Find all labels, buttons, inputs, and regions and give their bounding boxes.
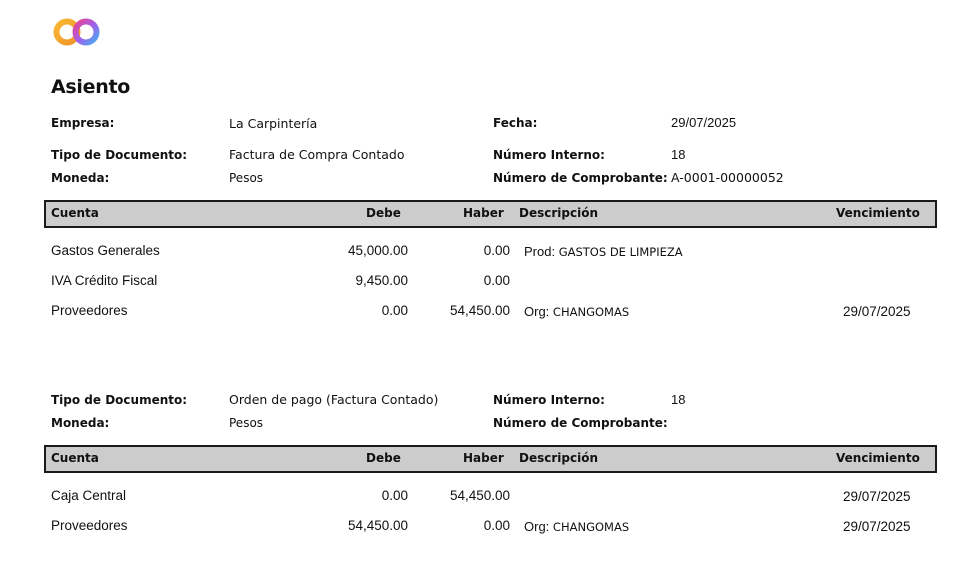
row-debe: 54,450.00 xyxy=(347,518,408,533)
empresa-value: La Carpintería xyxy=(229,116,318,131)
doc1-moneda-label: Moneda: xyxy=(51,171,110,185)
column-descripcion: Descripción xyxy=(519,206,598,220)
report-title: Asiento xyxy=(51,76,130,98)
column-cuenta: Cuenta xyxy=(51,451,99,465)
row-descripcion xyxy=(524,304,629,319)
row-debe: 9,450.00 xyxy=(355,273,408,288)
row-haber: 0.00 xyxy=(483,273,510,288)
doc1-table-header xyxy=(44,200,937,228)
row-cuenta: Gastos Generales xyxy=(51,243,160,258)
row-debe: 0.00 xyxy=(381,303,408,318)
empresa-label: Empresa: xyxy=(51,116,115,130)
doc2-numero-interno-label: Número Interno: xyxy=(493,393,605,407)
row-desc-prefix: Org: xyxy=(524,519,550,534)
row-descripcion xyxy=(524,244,683,259)
doc2-numero-interno-value: 18 xyxy=(671,392,686,407)
doc2-tipo-label: Tipo de Documento: xyxy=(51,393,188,407)
row-descripcion xyxy=(524,519,629,534)
column-debe: Debe xyxy=(366,206,401,220)
row-vencimiento: 29/07/2025 xyxy=(843,304,911,319)
doc1-comprobante-label: Número de Comprobante: xyxy=(493,171,668,185)
row-desc-prefix: Prod: xyxy=(524,244,556,259)
row-haber: 54,450.00 xyxy=(449,303,510,318)
doc1-comprobante-value: A-0001-00000052 xyxy=(671,170,784,185)
column-haber: Haber xyxy=(463,451,504,465)
doc1-numero-interno-label: Número Interno: xyxy=(493,148,605,162)
fecha-label: Fecha: xyxy=(493,116,538,130)
column-descripcion: Descripción xyxy=(519,451,598,465)
row-vencimiento: 29/07/2025 xyxy=(843,519,911,534)
doc1-tipo-value: Factura de Compra Contado xyxy=(229,147,405,162)
column-cuenta: Cuenta xyxy=(51,206,99,220)
row-vencimiento: 29/07/2025 xyxy=(843,489,911,504)
doc1-numero-interno-value: 18 xyxy=(671,147,686,162)
row-cuenta: Proveedores xyxy=(51,303,128,318)
row-haber: 0.00 xyxy=(483,243,510,258)
row-cuenta: IVA Crédito Fiscal xyxy=(51,273,158,288)
doc2-moneda-label: Moneda: xyxy=(51,416,110,430)
row-debe: 45,000.00 xyxy=(347,243,408,258)
doc2-tipo-value: Orden de pago (Factura Contado) xyxy=(229,392,439,407)
doc1-moneda-value: Pesos xyxy=(229,171,264,185)
row-cuenta: Caja Central xyxy=(51,488,127,503)
row-debe: 0.00 xyxy=(381,488,408,503)
company-logo xyxy=(53,17,101,47)
column-haber: Haber xyxy=(463,206,504,220)
row-desc-text: CHANGOMAS xyxy=(552,305,630,319)
row-desc-text: CHANGOMAS xyxy=(552,520,630,534)
column-vencimiento: Vencimiento xyxy=(836,206,920,220)
row-cuenta: Proveedores xyxy=(51,518,128,533)
column-debe: Debe xyxy=(366,451,401,465)
row-haber: 54,450.00 xyxy=(449,488,510,503)
doc2-table-header xyxy=(44,445,937,473)
fecha-value: 29/07/2025 xyxy=(671,115,737,130)
row-desc-text: GASTOS DE LIMPIEZA xyxy=(558,245,683,259)
doc2-moneda-value: Pesos xyxy=(229,416,264,430)
row-haber: 0.00 xyxy=(483,518,510,533)
doc2-comprobante-label: Número de Comprobante: xyxy=(493,416,668,430)
column-vencimiento: Vencimiento xyxy=(836,451,920,465)
doc1-tipo-label: Tipo de Documento: xyxy=(51,148,188,162)
row-desc-prefix: Org: xyxy=(524,304,550,319)
